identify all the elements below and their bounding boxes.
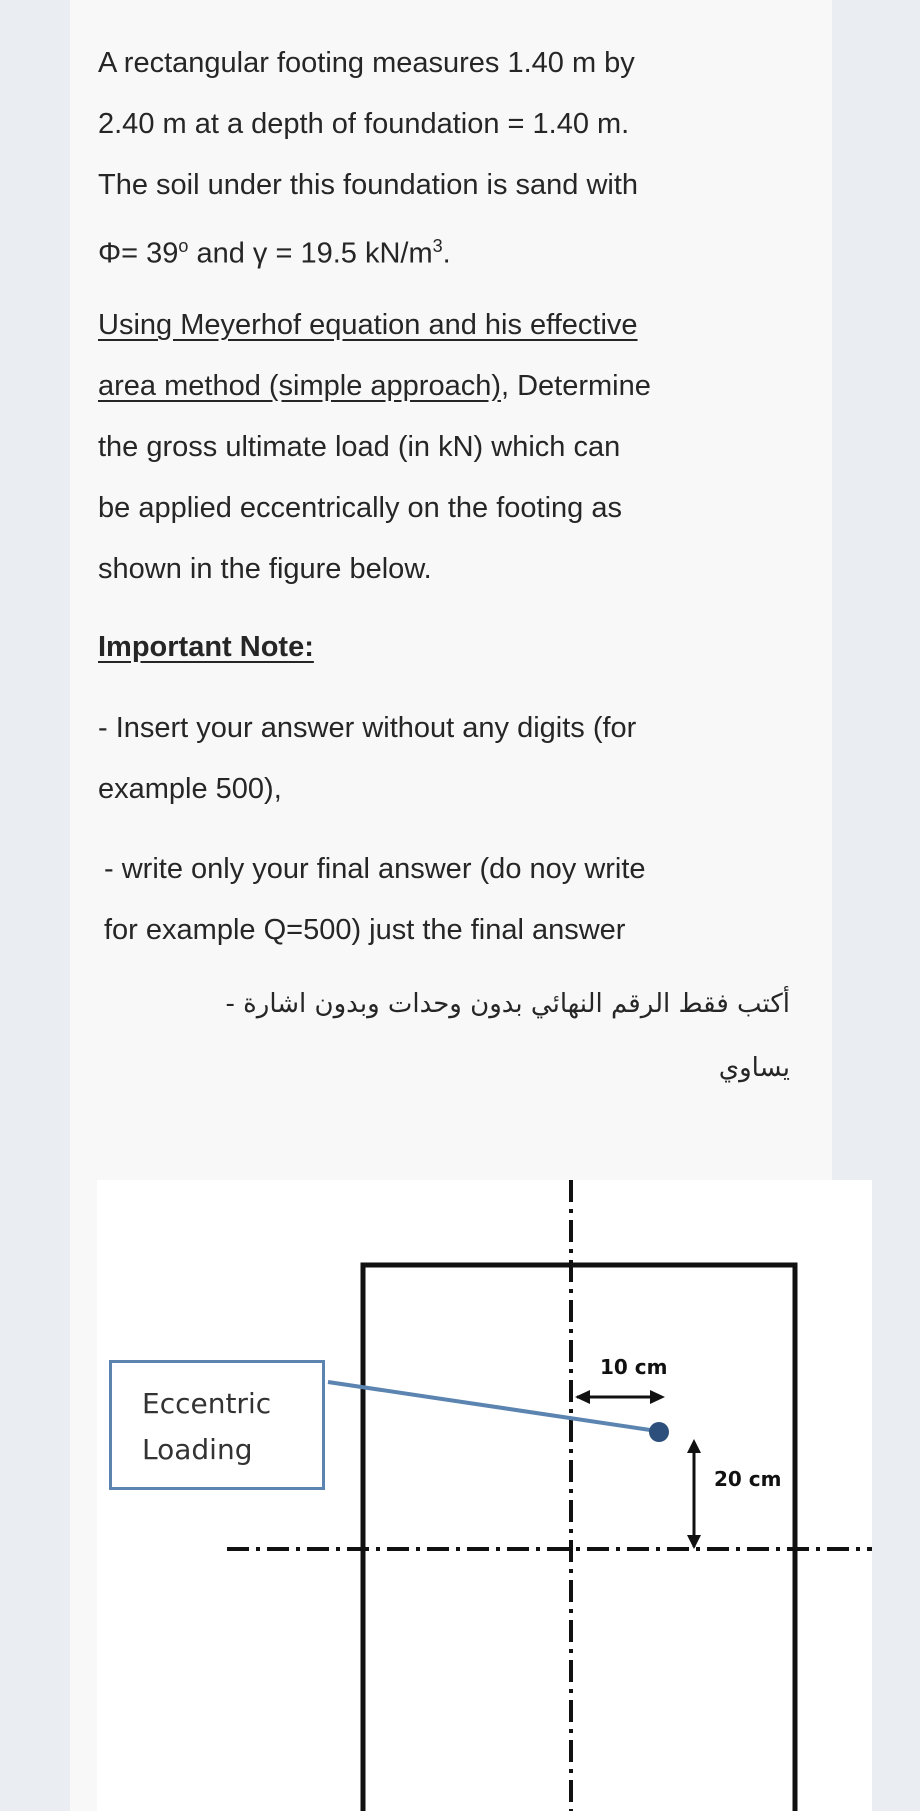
- load-point: [649, 1422, 669, 1442]
- problem-statement: [98, 33, 778, 285]
- eccentric-label-line1: Eccentric: [142, 1387, 272, 1420]
- dim-y-arrow-bottom: [687, 1535, 701, 1549]
- footing-figure: [97, 1180, 872, 1811]
- leader-line: [328, 1382, 657, 1431]
- dim-x-label: 10 cm: [600, 1355, 668, 1379]
- task-line: the gross ultimate load (in kN) which can: [98, 431, 621, 463]
- note-line: - Insert your answer without any digits (for: [98, 712, 637, 744]
- note-line: for example Q=500) just the final answer: [104, 914, 626, 946]
- arabic-line: يساوي: [718, 1053, 790, 1083]
- arabic-note: [98, 972, 790, 1100]
- important-note-heading: Important Note:: [98, 631, 314, 663]
- eccentric-loading-label: [109, 1360, 325, 1490]
- important-note-heading-wrap: [98, 617, 778, 678]
- note-item-2: [104, 839, 784, 961]
- dim-x-arrow-right: [650, 1390, 665, 1404]
- task-line: shown in the figure below.: [98, 553, 432, 585]
- task-line: be applied eccentrically on the footing as: [98, 492, 622, 524]
- problem-line: 2.40 m at a depth of foundation = 1.40 m.: [98, 108, 630, 140]
- task-statement: [98, 295, 778, 600]
- eccentric-label-line2: Loading: [142, 1433, 253, 1466]
- dim-x-arrow-left: [575, 1390, 590, 1404]
- problem-line: A rectangular footing measures 1.40 m by: [98, 47, 635, 79]
- method-link-text: Using Meyerhof equation and his effective: [98, 309, 638, 341]
- note-line: - write only your final answer (do noy write: [104, 853, 646, 885]
- task-line: area method (simple approach), Determine: [98, 370, 651, 402]
- footing-diagram: [97, 1180, 872, 1811]
- problem-line: $\Phi= 39^o$ and γ = 19.5 $kN/m^3$.: [98, 236, 451, 270]
- footing-outline: [363, 1265, 795, 1811]
- arabic-line: أكتب فقط الرقم النهائي بدون وحدات وبدون اشارة -: [225, 989, 790, 1019]
- dim-y-arrow-top: [687, 1439, 701, 1453]
- note-line: example 500),: [98, 773, 282, 805]
- note-item-1: [98, 698, 778, 820]
- problem-line: The soil under this foundation is sand with: [98, 169, 639, 201]
- dim-y-label: 20 cm: [714, 1467, 782, 1491]
